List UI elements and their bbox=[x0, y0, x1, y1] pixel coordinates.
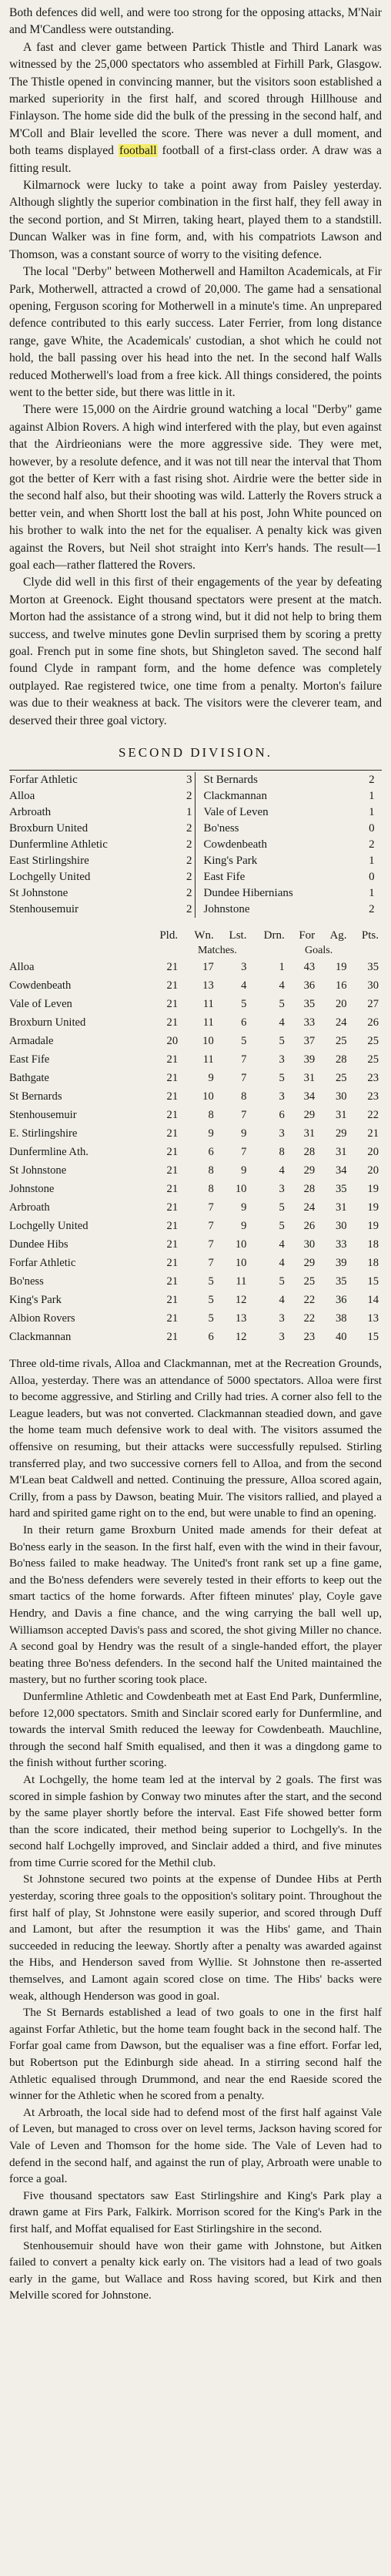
league-played: 21 bbox=[166, 1164, 179, 1177]
league-row bbox=[9, 1291, 382, 1309]
home-team: St Johnstone bbox=[9, 887, 69, 900]
result-row bbox=[9, 869, 382, 885]
result-row bbox=[9, 821, 382, 837]
league-points: 20 bbox=[367, 1164, 379, 1177]
league-team: Forfar Athletic bbox=[9, 1257, 76, 1270]
home-team: Stenhousemuir bbox=[9, 903, 79, 916]
league-goals-against: 36 bbox=[335, 1294, 347, 1307]
away-team: Bo'ness bbox=[203, 822, 239, 835]
league-goals-for: 43 bbox=[303, 961, 316, 974]
league-goals-for: 39 bbox=[303, 1053, 316, 1066]
match-reports bbox=[9, 5, 382, 730]
away-team: Cowdenbeath bbox=[203, 838, 267, 851]
league-goals-against: 34 bbox=[335, 1164, 347, 1177]
league-points: 14 bbox=[367, 1294, 379, 1307]
league-lost: 5 bbox=[241, 998, 247, 1011]
result-row bbox=[9, 772, 382, 788]
league-won: 9 bbox=[208, 1072, 214, 1085]
league-row bbox=[9, 1050, 382, 1069]
away-team: Clackmannan bbox=[203, 790, 267, 803]
league-won: 7 bbox=[208, 1238, 214, 1251]
home-score: 2 bbox=[175, 885, 196, 902]
league-played: 21 bbox=[166, 961, 179, 974]
league-goals-against: 35 bbox=[335, 1183, 347, 1196]
home-score: 3 bbox=[175, 772, 196, 788]
league-played: 21 bbox=[166, 1072, 179, 1085]
league-lost: 12 bbox=[235, 1331, 247, 1344]
league-drawn: 5 bbox=[279, 998, 285, 1011]
league-points: 26 bbox=[367, 1016, 379, 1029]
result-row bbox=[9, 788, 382, 804]
league-drawn: 3 bbox=[279, 1127, 285, 1140]
league-won: 9 bbox=[208, 1127, 214, 1140]
league-points: 18 bbox=[367, 1257, 379, 1270]
league-row bbox=[9, 1106, 382, 1124]
home-score: 2 bbox=[175, 853, 196, 869]
highlighted-word: football bbox=[119, 144, 157, 158]
divider bbox=[9, 770, 382, 771]
league-points: 23 bbox=[367, 1090, 379, 1103]
league-points: 35 bbox=[367, 961, 379, 974]
league-row bbox=[9, 1087, 382, 1106]
league-points: 19 bbox=[367, 1220, 379, 1233]
league-points: 30 bbox=[367, 979, 379, 992]
league-drawn: 5 bbox=[279, 1035, 285, 1048]
away-score: 0 bbox=[369, 871, 375, 884]
league-played: 21 bbox=[166, 1146, 179, 1159]
away-team: East Fife bbox=[203, 871, 246, 884]
league-team: Alloa bbox=[9, 961, 35, 974]
article-paragraph-text: A fast and clever game between Partick Thistle and Third Lanark was witnessed by the 25,000 spectators who assembled at Firhill Park, Glasgow. The Thistle opened in convincing manner, but the visitors soon established a marked superiority in the first half, and scored through Hillhouse and Finlayson. The home side did the bulk of the pressing in the second half, and M'Coll and Blair levelled the score. There was never a dull moment, and both teams displayed bbox=[9, 40, 382, 158]
league-table bbox=[9, 927, 382, 1346]
report-paragraph: Dunfermline Athletic and Cowdenbeath met at East End Park, Dunfermline, before 12,000 spectators. Smith and Sinclair scored early for Dunfermline, and towards the interval Smith reduced the leeway for Cowdenbeath. Mauchline, through the second half Smith equalised, and then it was a dingdong game to the finish without further scoring. bbox=[9, 1689, 382, 1770]
away-score: 1 bbox=[369, 806, 375, 819]
league-goals-against: 28 bbox=[335, 1053, 347, 1066]
league-played: 21 bbox=[166, 1201, 179, 1214]
league-lost: 9 bbox=[241, 1220, 247, 1233]
league-played: 21 bbox=[166, 1183, 179, 1196]
league-goals-against: 31 bbox=[335, 1201, 347, 1214]
league-lost: 9 bbox=[241, 1201, 247, 1214]
league-lost: 10 bbox=[235, 1257, 247, 1270]
home-team: Broxburn United bbox=[9, 822, 89, 835]
league-goals-for: 31 bbox=[303, 1127, 316, 1140]
league-team: Dundee Hibs bbox=[9, 1238, 69, 1251]
league-drawn: 5 bbox=[279, 1220, 285, 1233]
league-lost: 7 bbox=[241, 1072, 247, 1085]
col-drawn: Drn. bbox=[263, 929, 285, 942]
league-won: 11 bbox=[202, 1016, 214, 1029]
league-team: Bo'ness bbox=[9, 1275, 44, 1288]
league-drawn: 4 bbox=[279, 1164, 285, 1177]
league-lost: 6 bbox=[241, 1016, 247, 1029]
league-goals-against: 39 bbox=[335, 1257, 347, 1270]
league-played: 21 bbox=[166, 998, 179, 1011]
league-row bbox=[9, 1013, 382, 1032]
league-team: St Bernards bbox=[9, 1090, 62, 1103]
away-score: 1 bbox=[369, 887, 375, 900]
league-won: 10 bbox=[202, 1090, 214, 1103]
league-lost: 8 bbox=[241, 1090, 247, 1103]
league-drawn: 8 bbox=[279, 1146, 285, 1159]
league-row bbox=[9, 1217, 382, 1235]
league-team: St Johnstone bbox=[9, 1164, 67, 1177]
league-points: 21 bbox=[367, 1127, 379, 1140]
league-goals-for: 31 bbox=[303, 1072, 316, 1085]
league-won: 6 bbox=[208, 1331, 214, 1344]
league-goals-against: 24 bbox=[335, 1016, 347, 1029]
home-score: 2 bbox=[175, 869, 196, 885]
league-team: King's Park bbox=[9, 1294, 62, 1307]
col-against: Ag. bbox=[329, 929, 347, 942]
league-played: 21 bbox=[166, 1294, 179, 1307]
away-team: Vale of Leven bbox=[203, 806, 269, 819]
league-lost: 9 bbox=[241, 1164, 247, 1177]
league-won: 5 bbox=[208, 1294, 214, 1307]
article-paragraph: The local "Derby" between Motherwell and Hamilton Academicals, at Fir Park, Motherwell, attracted a crowd of 20,000. The game had a sensational opening, Ferguson scoring for Motherwell in a minute's time. An unprepared defence contributed to this early success. Later Ferrier, from long distance range, gave White, the Academicals' custodian, a shot which he could not hold, the ball passing over his head into the net. In the second half Walls reduced Motherwell's load from a free kick. All things considered, the points went to the better side, but there was little in it. bbox=[9, 265, 382, 399]
league-played: 20 bbox=[166, 1035, 179, 1048]
article-paragraph-text: football of a first-class order. A draw was a fitting result. bbox=[9, 144, 382, 175]
league-won: 7 bbox=[208, 1201, 214, 1214]
league-played: 21 bbox=[166, 1275, 179, 1288]
league-lost: 7 bbox=[241, 1109, 247, 1122]
home-team: Arbroath bbox=[9, 806, 52, 819]
league-goals-against: 19 bbox=[335, 961, 347, 974]
league-lost: 4 bbox=[241, 979, 247, 992]
league-lost: 12 bbox=[235, 1294, 247, 1307]
league-goals-against: 25 bbox=[335, 1072, 347, 1085]
goals-label: Goals. bbox=[305, 945, 333, 957]
league-row bbox=[9, 958, 382, 976]
league-goals-for: 22 bbox=[303, 1312, 316, 1325]
article-paragraph: Both defences did well, and were too strong for the opposing attacks, M'Nair and M'Candless were outstanding. bbox=[9, 6, 382, 37]
league-goals-against: 29 bbox=[335, 1127, 347, 1140]
matches-label: Matches. bbox=[197, 945, 237, 957]
league-points: 15 bbox=[367, 1331, 379, 1344]
league-team: Arbroath bbox=[9, 1201, 50, 1214]
league-drawn: 6 bbox=[279, 1109, 285, 1122]
league-drawn: 5 bbox=[279, 1275, 285, 1288]
league-won: 8 bbox=[208, 1164, 214, 1177]
league-drawn: 4 bbox=[279, 1016, 285, 1029]
league-header-row bbox=[9, 927, 382, 944]
league-drawn: 4 bbox=[279, 1238, 285, 1251]
league-drawn: 5 bbox=[279, 1201, 285, 1214]
league-points: 23 bbox=[367, 1072, 379, 1085]
league-drawn: 3 bbox=[279, 1090, 285, 1103]
away-team: Dundee Hibernians bbox=[203, 887, 293, 900]
league-row bbox=[9, 1235, 382, 1254]
league-row bbox=[9, 1032, 382, 1050]
league-drawn: 4 bbox=[279, 979, 285, 992]
league-won: 17 bbox=[202, 961, 214, 974]
league-played: 21 bbox=[166, 979, 179, 992]
league-goals-against: 35 bbox=[335, 1275, 347, 1288]
home-score: 2 bbox=[175, 902, 196, 918]
league-won: 7 bbox=[208, 1220, 214, 1233]
league-team: E. Stirlingshire bbox=[9, 1127, 78, 1140]
home-team: Dunfermline Athletic bbox=[9, 838, 108, 851]
league-lost: 3 bbox=[241, 961, 247, 974]
col-lost: Lst. bbox=[229, 929, 247, 942]
league-row bbox=[9, 1272, 382, 1291]
league-goals-against: 38 bbox=[335, 1312, 347, 1325]
league-drawn: 1 bbox=[279, 961, 285, 974]
league-goals-for: 26 bbox=[303, 1220, 316, 1233]
league-goals-for: 29 bbox=[303, 1164, 316, 1177]
away-score: 1 bbox=[369, 855, 375, 868]
result-row bbox=[9, 885, 382, 902]
league-goals-against: 16 bbox=[335, 979, 347, 992]
league-drawn: 4 bbox=[279, 1257, 285, 1270]
away-team: King's Park bbox=[203, 855, 258, 868]
league-lost: 5 bbox=[241, 1035, 247, 1048]
home-team: Lochgelly United bbox=[9, 871, 91, 884]
league-row bbox=[9, 1069, 382, 1087]
league-played: 21 bbox=[166, 1127, 179, 1140]
league-team: Dunfermline Ath. bbox=[9, 1146, 89, 1159]
league-won: 7 bbox=[208, 1257, 214, 1270]
league-team: Albion Rovers bbox=[9, 1312, 75, 1325]
report-paragraph: At Arbroath, the local side had to defend most of the first half against Vale of Leven, but managed to cross over on level terms, Jackson having scored for Vale of Leven and Thomson for the home side. The Vale of Leven had to defend in the second half, and against the run of play, Arbroath were unable to force a goal. bbox=[9, 2105, 382, 2186]
league-goals-for: 24 bbox=[303, 1201, 316, 1214]
league-won: 11 bbox=[202, 1053, 214, 1066]
league-played: 21 bbox=[166, 1109, 179, 1122]
league-goals-against: 25 bbox=[335, 1035, 347, 1048]
league-played: 21 bbox=[166, 1331, 179, 1344]
article-paragraph: Clyde did well in this first of their engagements of the year by defeating Morton at Greenock. Eight thousand spectators were present at the match. Morton had the assistance of a strong wind, but it did not help to bring them success, and twelve minutes gone Devlin surprised them by scoring a pretty goal. French put in some fine shots, but Shingleton saved. The second half found Clyde in rampant form, and the home defence was completely outplayed. Rae registered twice, one time from a penalty. Morton's failure was due to their weakness at back. The visitors were the cleverer team, and deserved their three goal victory. bbox=[9, 576, 382, 727]
league-team: East Fife bbox=[9, 1053, 50, 1066]
league-goals-for: 37 bbox=[303, 1035, 316, 1048]
league-points: 25 bbox=[367, 1053, 379, 1066]
league-played: 21 bbox=[166, 1053, 179, 1066]
league-points: 18 bbox=[367, 1238, 379, 1251]
league-lost: 13 bbox=[235, 1312, 247, 1325]
league-goals-against: 31 bbox=[335, 1146, 347, 1159]
league-goals-for: 33 bbox=[303, 1016, 316, 1029]
league-team: Cowdenbeath bbox=[9, 979, 72, 992]
col-points: Pts. bbox=[361, 929, 379, 942]
league-drawn: 3 bbox=[279, 1331, 285, 1344]
league-team: Clackmannan bbox=[9, 1331, 72, 1344]
league-row bbox=[9, 1161, 382, 1180]
league-won: 10 bbox=[202, 1035, 214, 1048]
league-goals-for: 35 bbox=[303, 998, 316, 1011]
report-paragraph: St Johnstone secured two points at the expense of Dundee Hibs at Perth yesterday, scoring three goals to the opposition's solitary point. Throughout the first half of play, St Johnstone were easily superior, and scored through Duff and Lamont, but after the resumption it was the Hibs' game, and Thain succeeded in reducing the leeway. Shortly after a penalty was awarded against the Hibs, and Henderson saved from Wyllie. St Johnstone then re-asserted themselves, and Lamont again scored close on time. The Hibs' backs were weak, although Henderson was good in goal. bbox=[9, 1872, 382, 2003]
league-drawn: 3 bbox=[279, 1312, 285, 1325]
result-row bbox=[9, 902, 382, 918]
league-points: 27 bbox=[367, 998, 379, 1011]
results-table bbox=[9, 772, 382, 918]
league-points: 19 bbox=[367, 1183, 379, 1196]
league-points: 22 bbox=[367, 1109, 379, 1122]
article-paragraph: There were 15,000 on the Airdrie ground watching a local "Derby" game against Albion Rovers. A high wind interfered with the play, but even against that the Airdrieonians were the more aggressive side. They were met, however, by a resolute defence, and it was not till near the interval that Thom got the better of Kerr with a fast rising shot. Airdrie were the better side in the second half also, but their shooting was wild. Latterly the Rovers struck a better vein, and when Shortt lost the ball at his post, John White pounced on his brother to walk into the net for the equaliser. A penalty kick was given against the Rovers, but Neil shot straight into Kerr's hands. The result—1 goal each—rather flattered the Rovers. bbox=[9, 403, 382, 572]
league-won: 13 bbox=[202, 979, 214, 992]
report-paragraph: At Lochgelly, the home team led at the interval by 2 goals. The first was scored in simple fashion by Conway two minutes after the start, and the second by the same player shortly before the interval. East Fife showed better form than the score indicated, their method being superior to Lochgelly's. In the second half Lochgelly improved, and Sinclair added a third, and five minutes from time Currie scored for the Methil club. bbox=[9, 1772, 382, 1869]
league-row bbox=[9, 1254, 382, 1272]
league-won: 8 bbox=[208, 1109, 214, 1122]
article-paragraph: Kilmarnock were lucky to take a point away from Paisley yesterday. Although slightly the superior combination in the first half, they fell away in the second portion, and St Mirren, taking heart, played them to a standstill. Duncan Walker was in fine form, and, with his compatriots Lawson and Thomson, was a constant source of worry to the visiting defence. bbox=[9, 179, 382, 261]
league-team: Johnstone bbox=[9, 1183, 55, 1196]
league-lost: 10 bbox=[235, 1183, 247, 1196]
article-paragraph bbox=[9, 39, 382, 177]
report-paragraph: The St Bernards established a lead of two goals to one in the first half against Forfar Athletic, but the home team fought back in the second half. The Forfar goal came from Dawson, but the equaliser was a fine effort. Forfar led, but Robertson put the Edinburgh side ahead. In a stirring second half the Athletic equalised through Drummond, and near the end Raeside scored the winner for the Athletic when he scored from a penalty. bbox=[9, 2006, 382, 2103]
home-score: 1 bbox=[175, 804, 196, 821]
league-row bbox=[9, 1124, 382, 1143]
league-team: Bathgate bbox=[9, 1072, 49, 1085]
away-team: Johnstone bbox=[203, 903, 250, 916]
league-team: Vale of Leven bbox=[9, 998, 72, 1011]
home-team: Forfar Athletic bbox=[9, 774, 78, 787]
home-team: East Stirlingshire bbox=[9, 855, 89, 868]
league-won: 6 bbox=[208, 1146, 214, 1159]
result-row bbox=[9, 853, 382, 869]
league-drawn: 3 bbox=[279, 1053, 285, 1066]
away-score: 0 bbox=[369, 822, 375, 835]
league-played: 21 bbox=[166, 1016, 179, 1029]
report-paragraph: Five thousand spectators saw East Stirlingshire and King's Park play a drawn game at Firs Park, Falkirk. Morrison scored for the King's Park in the first half, and Moffat equalised for East Stirlingshire in the second. bbox=[9, 2188, 382, 2235]
home-score: 2 bbox=[175, 837, 196, 853]
league-goals-against: 20 bbox=[335, 998, 347, 1011]
league-row bbox=[9, 1309, 382, 1328]
report-paragraph: Stenhousemuir should have won their game with Johnstone, but Aitken failed to convert a penalty kick early on. The visitors had a lead of two goals early in the game, but Wallace and Ross having scored, but Kirk and then Melville scored for Johnstone. bbox=[9, 2238, 382, 2302]
away-score: 2 bbox=[369, 838, 375, 851]
league-lost: 7 bbox=[241, 1053, 247, 1066]
away-team: St Bernards bbox=[203, 774, 258, 787]
league-goals-for: 28 bbox=[303, 1146, 316, 1159]
league-lost: 10 bbox=[235, 1238, 247, 1251]
result-row bbox=[9, 837, 382, 853]
league-drawn: 5 bbox=[279, 1072, 285, 1085]
league-team: Lochgelly United bbox=[9, 1220, 89, 1233]
home-team: Alloa bbox=[9, 790, 35, 803]
league-row bbox=[9, 1198, 382, 1217]
league-won: 8 bbox=[208, 1183, 214, 1196]
league-row bbox=[9, 1143, 382, 1161]
league-played: 21 bbox=[166, 1090, 179, 1103]
league-drawn: 3 bbox=[279, 1183, 285, 1196]
league-goals-against: 31 bbox=[335, 1109, 347, 1122]
col-played: Pld. bbox=[159, 929, 179, 942]
col-won: Wn. bbox=[194, 929, 214, 942]
league-row bbox=[9, 1328, 382, 1346]
section-heading: SECOND DIVISION. bbox=[118, 745, 273, 761]
home-score: 2 bbox=[175, 788, 196, 804]
league-goals-for: 23 bbox=[303, 1331, 316, 1344]
league-row bbox=[9, 1180, 382, 1198]
league-goals-for: 22 bbox=[303, 1294, 316, 1307]
league-goals-against: 30 bbox=[335, 1220, 347, 1233]
league-points: 25 bbox=[367, 1035, 379, 1048]
league-drawn: 4 bbox=[279, 1294, 285, 1307]
league-lost: 7 bbox=[241, 1146, 247, 1159]
league-goals-for: 25 bbox=[303, 1275, 316, 1288]
league-row bbox=[9, 995, 382, 1013]
league-points: 19 bbox=[367, 1201, 379, 1214]
league-goals-for: 30 bbox=[303, 1238, 316, 1251]
league-points: 13 bbox=[367, 1312, 379, 1325]
division-reports bbox=[9, 1355, 382, 2304]
league-won: 5 bbox=[208, 1312, 214, 1325]
home-score: 2 bbox=[175, 821, 196, 837]
league-played: 21 bbox=[166, 1257, 179, 1270]
league-team: Broxburn United bbox=[9, 1016, 86, 1029]
league-played: 21 bbox=[166, 1220, 179, 1233]
league-team: Stenhousemuir bbox=[9, 1109, 77, 1122]
league-lost: 11 bbox=[236, 1275, 247, 1288]
league-goals-for: 29 bbox=[303, 1109, 316, 1122]
league-row bbox=[9, 976, 382, 995]
result-row bbox=[9, 804, 382, 821]
league-won: 11 bbox=[202, 998, 214, 1011]
away-score: 2 bbox=[369, 903, 375, 916]
league-goals-for: 34 bbox=[303, 1090, 316, 1103]
league-goals-for: 29 bbox=[303, 1257, 316, 1270]
report-paragraph: Three old-time rivals, Alloa and Clackmannan, met at the Recreation Grounds, Alloa, yesterday. There was an attendance of 5000 spectators. Alloa were first to become aggressive, and Stirling and Crilly had tries. A corner also fell to the League leaders, but was not converted. Clackmannan steadied down, and gave the home team much defensive work to deal with. The visitors assumed the offensive on resuming, but their attacks were successfully repulsed. Stirling transferred play, and two successive corners fell to Alloa, and from the second M'Lean beat Caldwell and netted. Continuing the pressure, Alloa scored again, Crilly, from a pass by Dawson, beating Muir. The visitors rallied, and played a hard and spirited game right on to the end, but were unable to find an opening. bbox=[9, 1357, 382, 1520]
league-points: 20 bbox=[367, 1146, 379, 1159]
league-team: Armadale bbox=[9, 1035, 54, 1048]
report-paragraph: In their return game Broxburn United made amends for their defeat at Bo'ness early in the season. In the first half, even with the wind in their favour, Bo'ness failed to make headway. The United's front rank set up a fine game, and the Bo'ness defenders were severely tested in their efforts to keep out the smart tactics of the home forwards. After fifteen minutes' play, Coyle gave Hendry, and Davis a fine chance, and the wing carrying the ball well up, Williamson accepted Davis's pass and scored, the shot giving Miller no chance. A second goal by Hendry was the result of a single-handed effort, the player beating three Bo'ness defenders. In the second half the United maintained the mastery, but no further scoring took place. bbox=[9, 1523, 382, 1687]
league-lost: 9 bbox=[241, 1127, 247, 1140]
league-won: 5 bbox=[208, 1275, 214, 1288]
league-subheader-row bbox=[9, 944, 382, 958]
league-goals-against: 30 bbox=[335, 1090, 347, 1103]
away-score: 2 bbox=[369, 774, 375, 787]
league-played: 21 bbox=[166, 1312, 179, 1325]
league-goals-for: 36 bbox=[303, 979, 316, 992]
away-score: 1 bbox=[369, 790, 375, 803]
league-points: 15 bbox=[367, 1275, 379, 1288]
league-goals-against: 33 bbox=[335, 1238, 347, 1251]
col-for: For bbox=[299, 929, 316, 942]
league-goals-for: 28 bbox=[303, 1183, 316, 1196]
league-goals-against: 40 bbox=[335, 1331, 347, 1344]
league-played: 21 bbox=[166, 1238, 179, 1251]
